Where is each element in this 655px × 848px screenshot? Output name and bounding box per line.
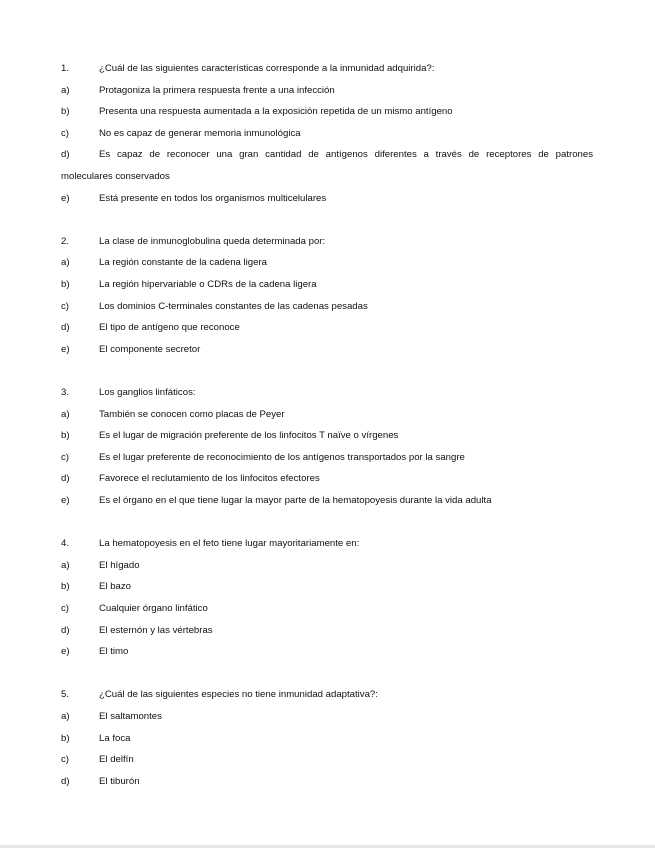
option-letter: d) xyxy=(61,775,70,787)
question-text: La hematopoyesis en el feto tiene lugar mayoritariamente en: xyxy=(99,538,360,550)
option-text: El hígado xyxy=(99,559,140,571)
option-letter: c) xyxy=(61,603,69,614)
question-text: ¿Cuál de las siguientes características corresponde a la inmunidad adquirida?: xyxy=(99,63,435,74)
option-letter: e) xyxy=(61,495,70,506)
question-number: 4. xyxy=(61,538,70,550)
option-text: También se conocen como placas de Peyer xyxy=(99,408,285,420)
option-letter: b) xyxy=(61,106,70,118)
option-letter: b) xyxy=(61,430,70,442)
option-letter: c) xyxy=(61,300,69,312)
option-letter: b) xyxy=(61,732,70,744)
option-letter: e) xyxy=(61,192,70,204)
option-text: Es el lugar preferente de reconocimiento de los antígenos transportados por la sangre xyxy=(99,451,465,463)
option-letter: a) xyxy=(61,408,70,420)
option-text: El tipo de antígeno que reconoce xyxy=(99,322,240,334)
option-letter: a) xyxy=(61,559,70,571)
question-text: ¿Cuál de las siguientes especies no tiene inmunidad adaptativa?: xyxy=(99,689,378,701)
option-text: La foca xyxy=(99,732,131,744)
option-text: Es capaz de reconocer una gran cantidad de antígenos diferentes a través de receptores de patrones xyxy=(99,149,593,161)
option-letter: c) xyxy=(61,127,69,139)
option-letter: c) xyxy=(61,451,69,463)
option-text-continuation: moleculares conservados xyxy=(61,171,170,182)
option-text: El delfín xyxy=(99,754,134,766)
option-letter: d) xyxy=(61,322,70,334)
option-letter: a) xyxy=(61,711,70,722)
option-letter: c) xyxy=(61,754,69,766)
option-text: No es capaz de generar memoria inmunológica xyxy=(99,127,301,139)
question-number: 1. xyxy=(61,63,70,74)
question-text: La clase de inmunoglobulina queda determinada por: xyxy=(99,235,326,247)
option-text: Presenta una respuesta aumentada a la exposición repetida de un mismo antígeno xyxy=(99,106,453,118)
option-letter: e) xyxy=(61,343,70,355)
option-text: Los dominios C-terminales constantes de las cadenas pesadas xyxy=(99,300,368,312)
option-letter: b) xyxy=(61,581,70,593)
option-text: El componente secretor xyxy=(99,343,201,355)
question-text: Los ganglios linfáticos: xyxy=(99,387,196,398)
option-letter: b) xyxy=(61,279,70,290)
option-text: La región hipervariable o CDRs de la cadena ligera xyxy=(99,279,317,290)
question-number: 5. xyxy=(61,689,70,701)
option-letter: d) xyxy=(61,624,70,636)
option-text: La región constante de la cadena ligera xyxy=(99,257,268,269)
question-number: 3. xyxy=(61,387,70,398)
option-text: El saltamontes xyxy=(99,711,162,722)
option-text: Es el lugar de migración preferente de los linfocitos T naïve o vírgenes xyxy=(99,430,399,442)
option-text: Favorece el reclutamiento de los linfocitos efectores xyxy=(99,473,320,485)
option-letter: a) xyxy=(61,84,70,96)
option-text: El bazo xyxy=(99,581,131,593)
option-text: Cualquier órgano linfático xyxy=(99,603,208,614)
option-letter: a) xyxy=(61,257,70,269)
option-text: El esternón y las vértebras xyxy=(99,624,213,636)
option-text: Es el órgano en el que tiene lugar la mayor parte de la hematopoyesis durante la vida adulta xyxy=(99,495,492,506)
option-letter: d) xyxy=(61,473,70,485)
option-text: El tiburón xyxy=(99,775,140,787)
option-text: Está presente en todos los organismos multicelulares xyxy=(99,192,327,204)
option-letter: e) xyxy=(61,646,70,658)
option-letter: d) xyxy=(61,149,70,161)
option-text: Protagoniza la primera respuesta frente a una infección xyxy=(99,84,335,96)
option-text: El timo xyxy=(99,646,129,658)
question-number: 2. xyxy=(61,235,70,247)
